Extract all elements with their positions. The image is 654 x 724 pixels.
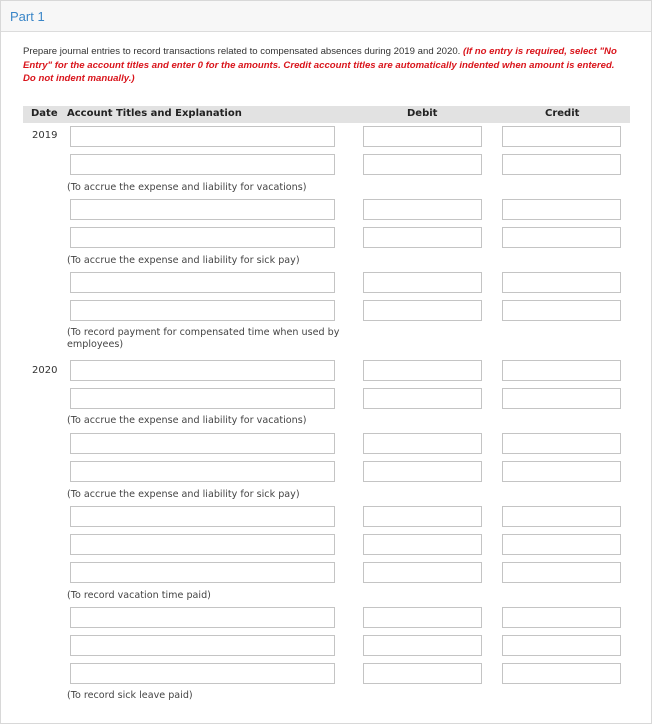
- credit-input[interactable]: [502, 635, 621, 656]
- instructions-text: Prepare journal entries to record transactions related to compensated absences during 2019 and 2020.: [23, 46, 461, 57]
- debit-input[interactable]: [363, 607, 482, 628]
- debit-input[interactable]: [363, 154, 482, 175]
- debit-input[interactable]: [363, 360, 482, 381]
- credit-input[interactable]: [502, 154, 621, 175]
- debit-input[interactable]: [363, 506, 482, 527]
- debit-input[interactable]: [363, 562, 482, 583]
- entry-explanation: (To record vacation time paid): [67, 590, 211, 601]
- header-debit: Debit: [407, 108, 438, 119]
- credit-input[interactable]: [502, 607, 621, 628]
- account-title-input[interactable]: [70, 388, 335, 409]
- header-credit: Credit: [545, 108, 580, 119]
- credit-input[interactable]: [502, 199, 621, 220]
- account-title-input[interactable]: [70, 126, 335, 147]
- credit-input[interactable]: [502, 663, 621, 684]
- entry-explanation: (To accrue the expense and liability for vacations): [67, 182, 307, 193]
- debit-input[interactable]: [363, 663, 482, 684]
- credit-input[interactable]: [502, 300, 621, 321]
- debit-input[interactable]: [363, 272, 482, 293]
- account-title-input[interactable]: [70, 300, 335, 321]
- debit-input[interactable]: [363, 199, 482, 220]
- credit-input[interactable]: [502, 227, 621, 248]
- part-header: [1, 1, 651, 32]
- debit-input[interactable]: [363, 300, 482, 321]
- instructions: [23, 45, 629, 86]
- credit-input[interactable]: [502, 388, 621, 409]
- entry-explanation: (To accrue the expense and liability for vacations): [67, 415, 307, 426]
- account-title-input[interactable]: [70, 607, 335, 628]
- account-title-input[interactable]: [70, 433, 335, 454]
- debit-input[interactable]: [363, 433, 482, 454]
- debit-input[interactable]: [363, 635, 482, 656]
- account-title-input[interactable]: [70, 663, 335, 684]
- entry-explanation: (To record payment for compensated time when used by employees): [67, 327, 340, 350]
- account-title-input[interactable]: [70, 154, 335, 175]
- header-account: Account Titles and Explanation: [67, 108, 242, 119]
- part-title: Part 1: [10, 9, 45, 24]
- account-title-input[interactable]: [70, 534, 335, 555]
- account-title-input[interactable]: [70, 461, 335, 482]
- credit-input[interactable]: [502, 534, 621, 555]
- account-title-input[interactable]: [70, 562, 335, 583]
- credit-input[interactable]: [502, 461, 621, 482]
- credit-input[interactable]: [502, 562, 621, 583]
- debit-input[interactable]: [363, 461, 482, 482]
- account-title-input[interactable]: [70, 227, 335, 248]
- account-title-input[interactable]: [70, 272, 335, 293]
- header-date: Date: [31, 108, 58, 119]
- date-2019: 2019: [32, 130, 58, 141]
- debit-input[interactable]: [363, 126, 482, 147]
- debit-input[interactable]: [363, 388, 482, 409]
- debit-input[interactable]: [363, 534, 482, 555]
- entry-explanation: (To accrue the expense and liability for sick pay): [67, 255, 300, 266]
- entry-explanation: (To record sick leave paid): [67, 690, 193, 701]
- account-title-input[interactable]: [70, 506, 335, 527]
- debit-input[interactable]: [363, 227, 482, 248]
- date-2020: 2020: [32, 365, 58, 376]
- account-title-input[interactable]: [70, 360, 335, 381]
- table-header: [23, 106, 630, 123]
- credit-input[interactable]: [502, 433, 621, 454]
- credit-input[interactable]: [502, 360, 621, 381]
- credit-input[interactable]: [502, 506, 621, 527]
- entry-explanation: (To accrue the expense and liability for sick pay): [67, 489, 300, 500]
- account-title-input[interactable]: [70, 199, 335, 220]
- credit-input[interactable]: [502, 126, 621, 147]
- instructions-emphasis: (If no entry is required, select "No Entry" for the account titles and enter 0 for the amounts. Credit account titles are automatically indented when amount is entered. Do not indent manually.): [23, 46, 617, 84]
- credit-input[interactable]: [502, 272, 621, 293]
- account-title-input[interactable]: [70, 635, 335, 656]
